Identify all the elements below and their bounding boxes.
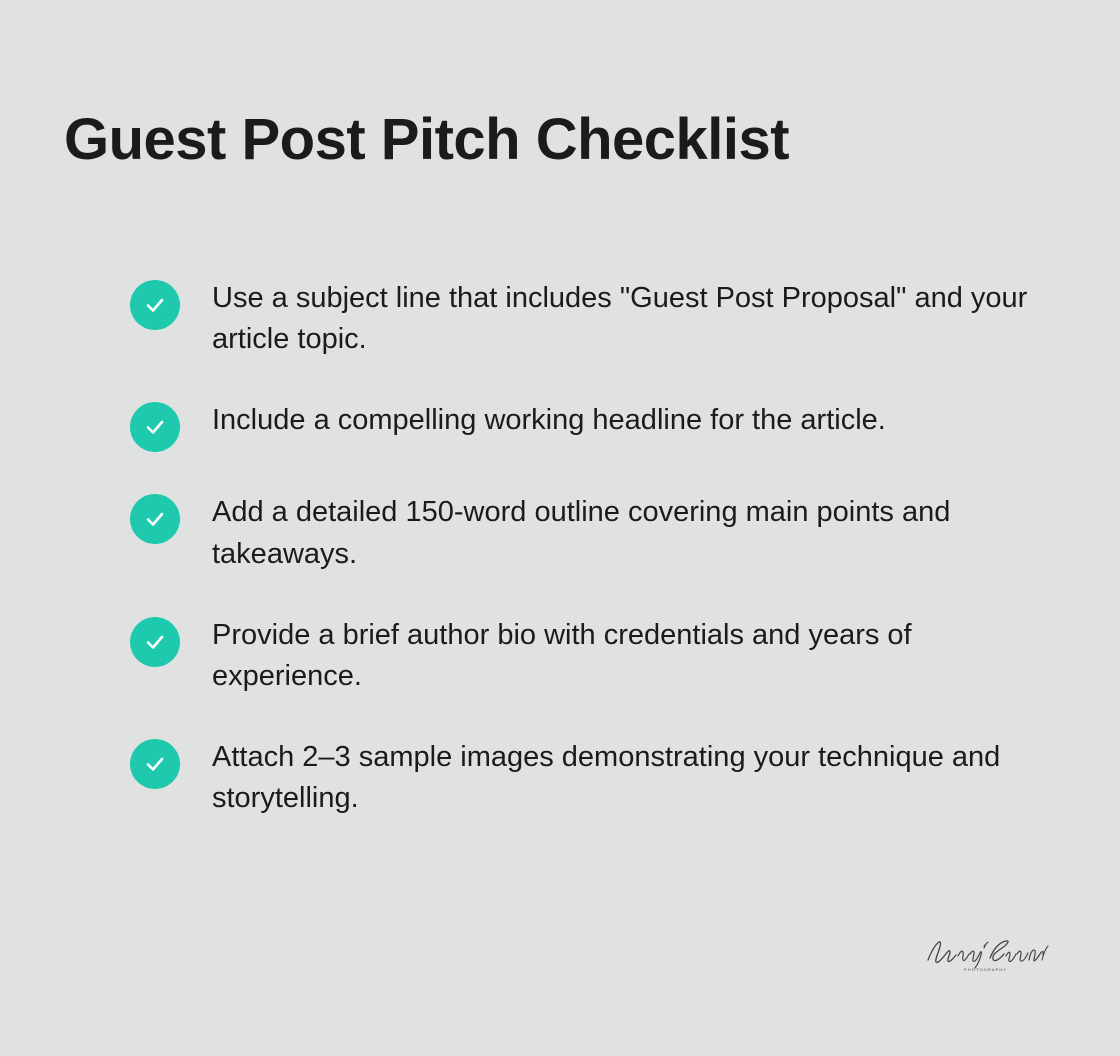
- check-circle-icon: [130, 739, 180, 789]
- list-item-label: Use a subject line that includes "Guest Post Proposal" and your article topic.: [212, 282, 1028, 356]
- list-item-label: Provide a brief author bio with credentials and years of experience.: [212, 618, 912, 692]
- check-circle-icon: [130, 617, 180, 667]
- list-item-label: Attach 2–3 sample images demonstrating your technique and storytelling.: [212, 741, 1001, 815]
- svg-text:PHOTOGRAPHY: PHOTOGRAPHY: [964, 967, 1008, 972]
- list-item: [130, 615, 1050, 697]
- list-item: [130, 737, 1050, 819]
- list-item-label: Add a detailed 150-word outline covering main points and takeaways.: [212, 496, 951, 570]
- checklist: [130, 278, 1050, 859]
- check-circle-icon: [130, 494, 180, 544]
- check-circle-icon: [130, 402, 180, 452]
- list-item: [130, 492, 1050, 574]
- check-circle-icon: [130, 280, 180, 330]
- signature-logo: [922, 930, 1052, 978]
- list-item: [130, 278, 1050, 360]
- list-item-label: Include a compelling working headline for the article.: [212, 404, 886, 437]
- list-item: [130, 400, 1050, 452]
- page-title: Guest Post Pitch Checklist: [64, 107, 790, 172]
